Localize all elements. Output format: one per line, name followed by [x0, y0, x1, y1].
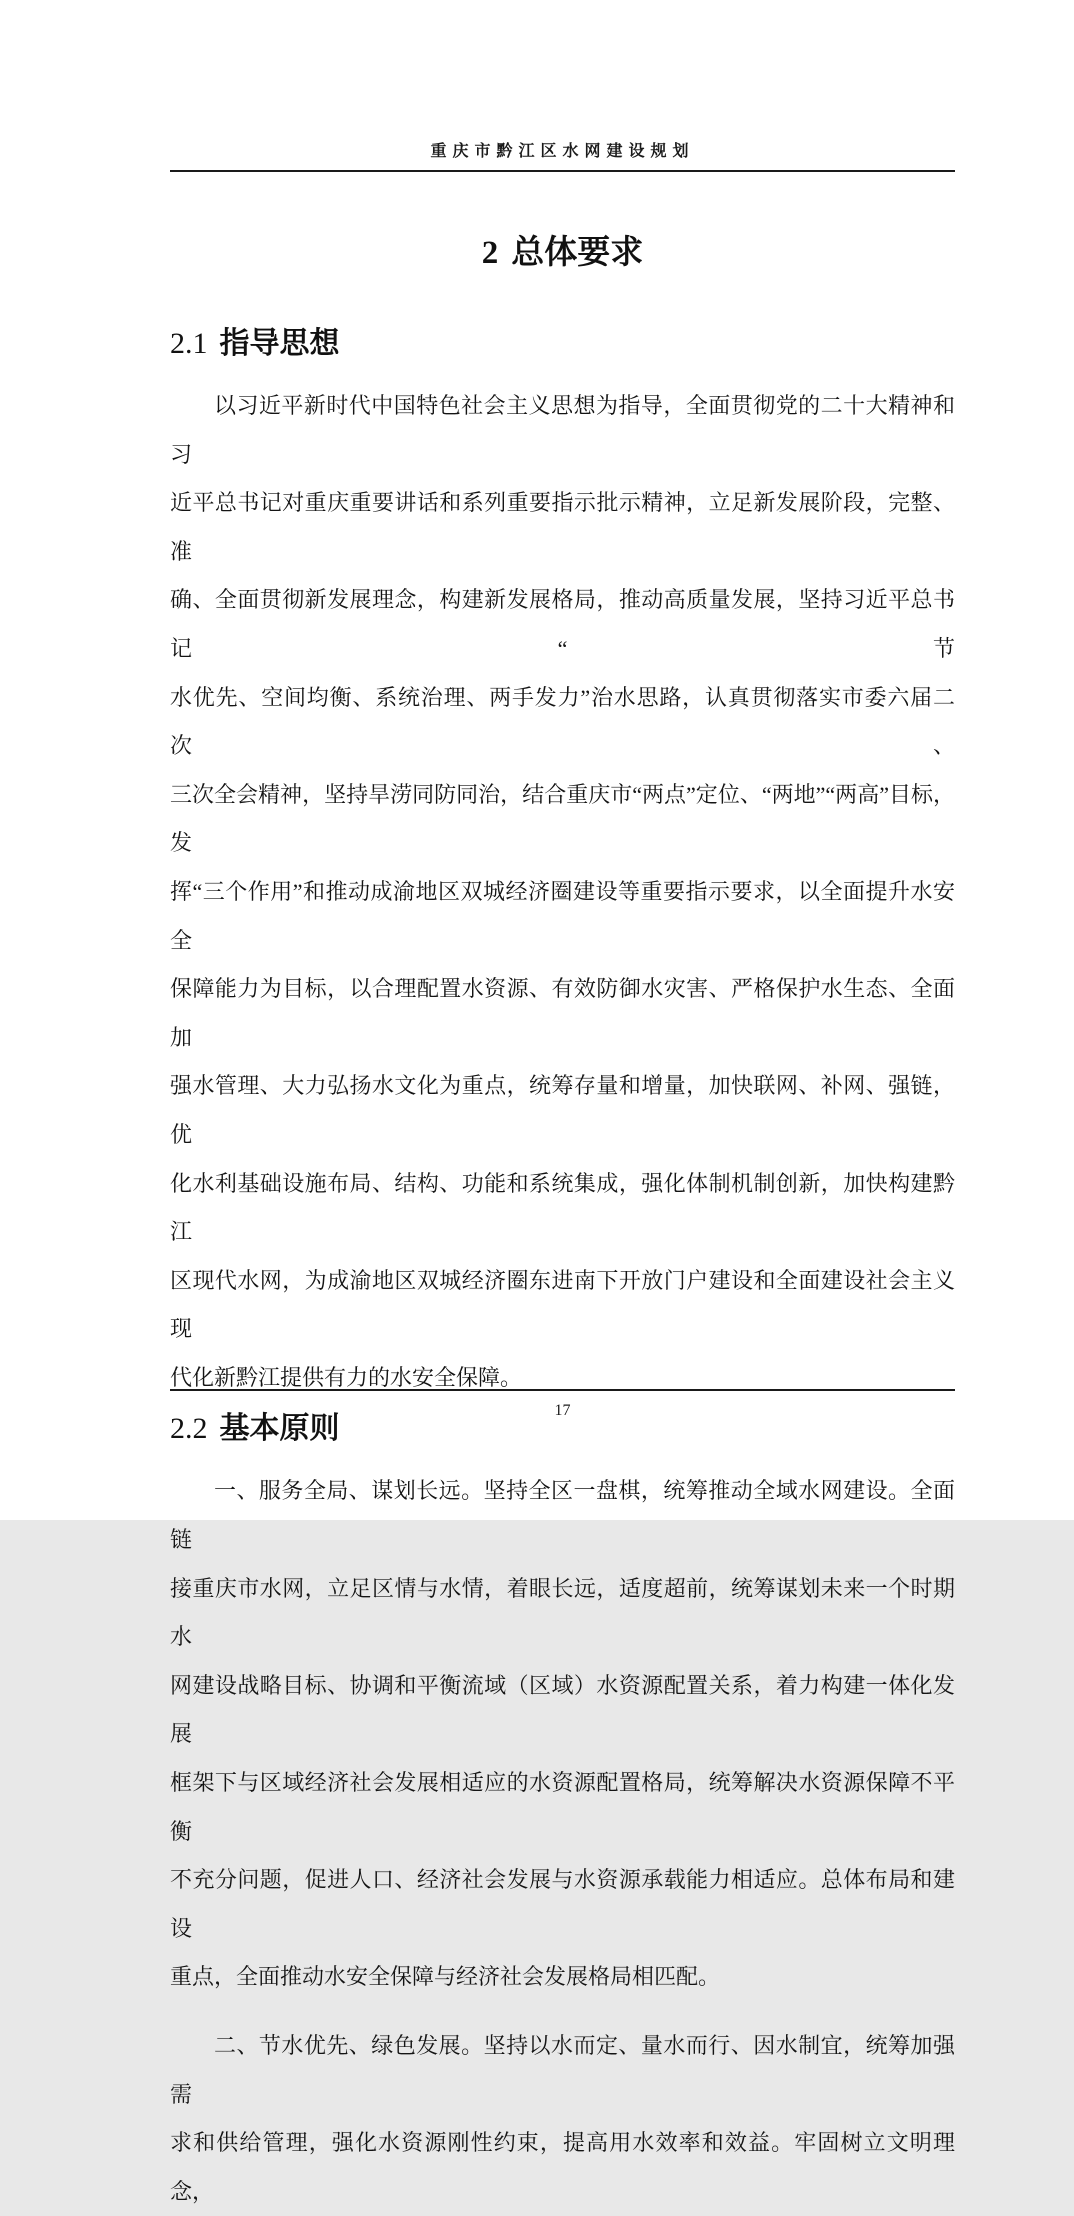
text-line: 确、全面贯彻新发展理念，构建新发展格局，推动高质量发展，坚持习近平总书记“节	[170, 587, 955, 661]
paragraph	[170, 382, 955, 1402]
section-heading-2-1	[170, 325, 955, 362]
section-title-text: 指导思想	[219, 327, 340, 360]
text-line: 接重庆市水网，立足区情与水情，着眼长远，适度超前，统筹谋划未来一个时期水	[170, 1575, 955, 1650]
section-number: 2.1	[170, 327, 208, 360]
text-line: 网建设战略目标、协调和平衡流域（区域）水资源配置关系，着力构建一体化发展	[170, 1672, 955, 1747]
text-line: 不充分问题，促进人口、经济社会发展与水资源承载能力相适应。总体布局和建设	[170, 1867, 955, 1941]
text-line: 保障能力为目标，以合理配置水资源、有效防御水灾害、严格保护水生态、全面加	[170, 976, 955, 1050]
text-line: 近平总书记对重庆重要讲话和系列重要指示批示精神，立足新发展阶段，完整、准	[170, 490, 955, 564]
text-line: 重点，全面推动水安全保障与经济社会发展格局相匹配。	[170, 1964, 721, 1990]
text-line: 框架下与区域经济社会发展相适应的水资源配置格局，统筹解决水资源保障不平衡	[170, 1770, 955, 1844]
paragraph	[170, 1467, 955, 2002]
text-line: 挥“三个作用”和推动成渝地区双城经济圈建设等重要指示要求，以全面提升水安全	[170, 878, 955, 953]
text-line: 代化新黔江提供有力的水安全保障。	[170, 1364, 523, 1390]
text-line: 强水管理、大力弘扬水文化为重点，统筹存量和增量，加快联网、补网、强链，优	[170, 1073, 955, 1147]
text-line: 区现代水网，为成渝地区双城经济圈东进南下开放门户建设和全面建设社会主义现	[170, 1267, 955, 1342]
text-line: 二、节水优先、绿色发展。坚持以水而定、量水而行、因水制宜，统筹加强需	[170, 2033, 955, 2107]
text-line: 化水利基础设施布局、结构、功能和系统集成，强化体制机制创新，加快构建黔江	[170, 1170, 955, 1245]
page-footer	[170, 1389, 955, 1420]
text-line: 一、服务全局、谋划长远。坚持全区一盘棋，统筹推动全域水网建设。全面链	[170, 1478, 955, 1553]
page-number: 17	[554, 1402, 571, 1419]
section-number: 2.2	[170, 1412, 208, 1446]
text-line: 水优先、空间均衡、系统治理、两手发力”治水思路，认真贯彻落实市委六届二次、	[170, 684, 955, 759]
text-line: 三次全会精神，坚持旱涝同防同治，结合重庆市“两点”定位、“两地”“两高”目标，发	[170, 781, 955, 856]
paragraph	[170, 2022, 955, 2216]
running-header: 重庆市黔江区水网建设规划	[170, 0, 955, 172]
chapter-title-text: 总体要求	[511, 233, 644, 270]
chapter-title	[170, 232, 955, 273]
text-line: 以习近平新时代中国特色社会主义思想为指导，全面贯彻党的二十大精神和习	[170, 393, 955, 467]
text-line: 求和供给管理，强化水资源刚性约束，提高用水效率和效益。牢固树立文明理念，	[170, 2130, 955, 2204]
section-title-text: 基本原则	[219, 1412, 340, 1446]
chapter-number: 2	[481, 235, 499, 271]
